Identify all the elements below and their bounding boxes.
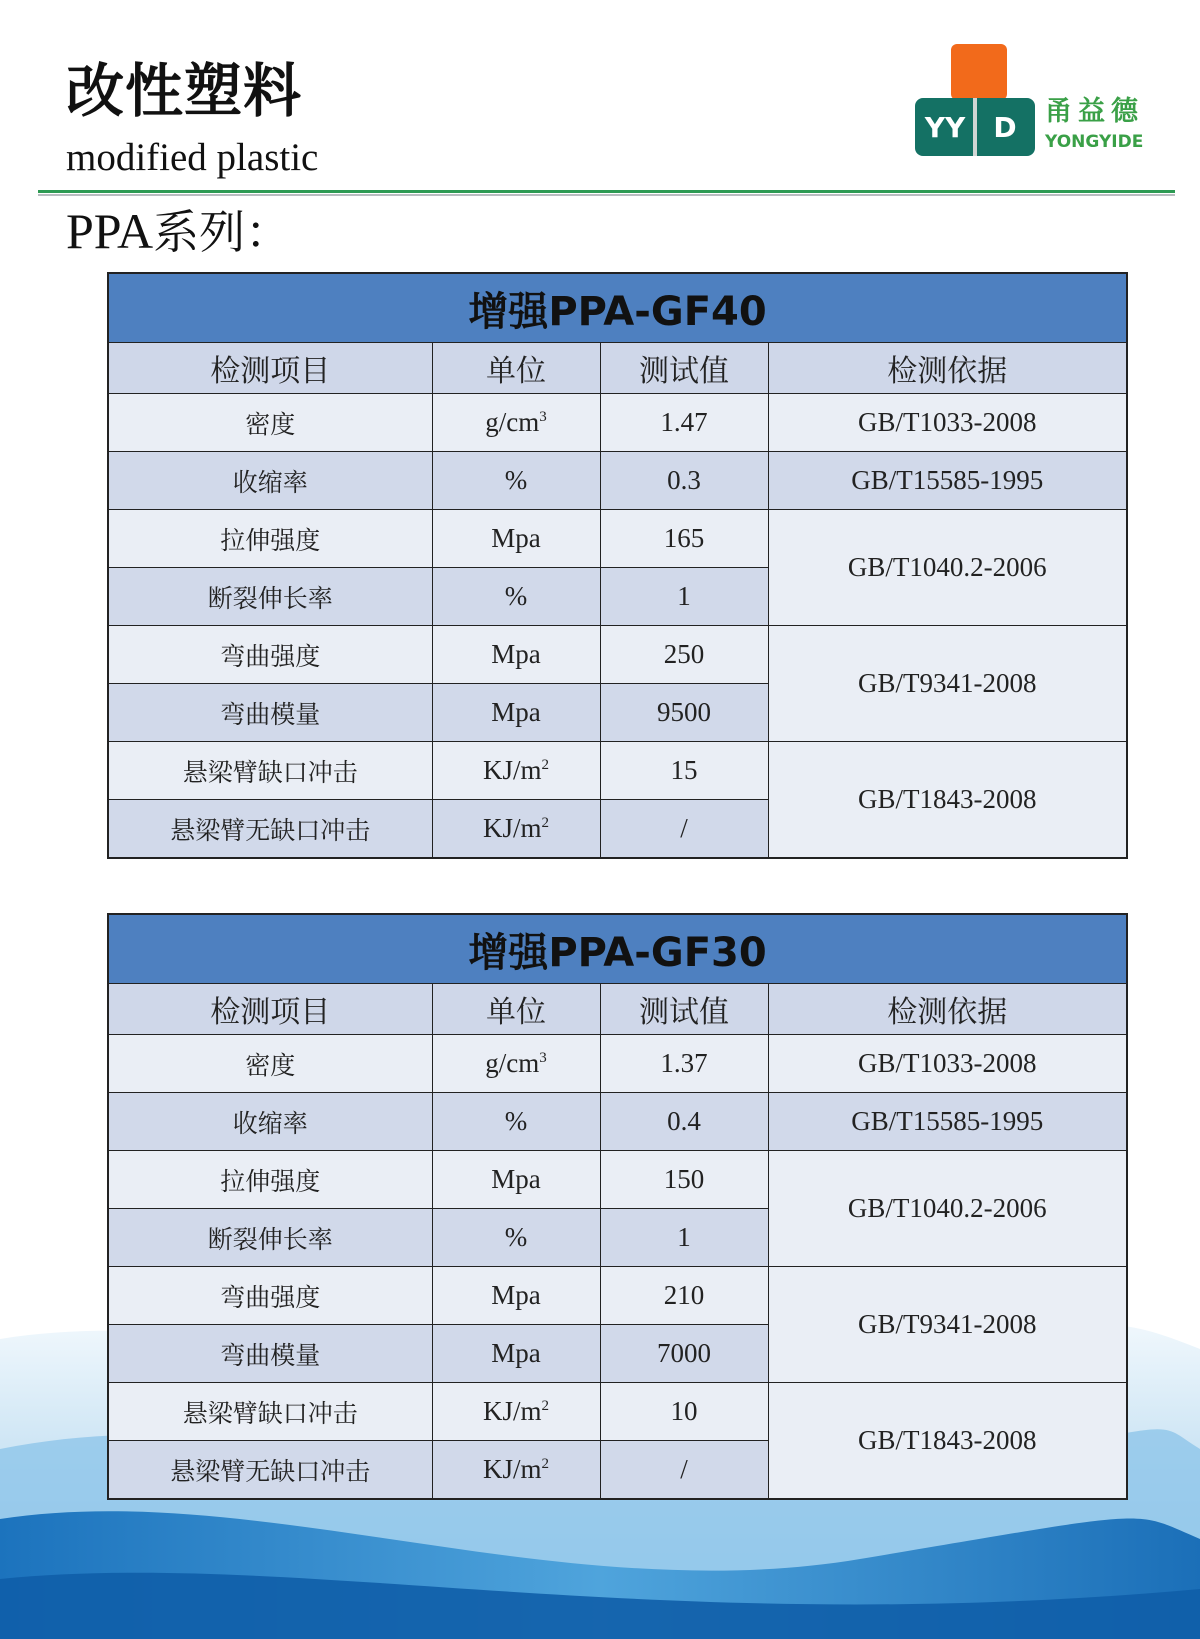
unit-base: g/cm bbox=[485, 1048, 540, 1078]
series-heading-cn: 系列： bbox=[153, 205, 292, 259]
table-row bbox=[108, 452, 1127, 510]
unit-cell bbox=[432, 742, 600, 800]
standard-cell: GB/T1040.2-2006 bbox=[768, 510, 1127, 626]
unit-base: % bbox=[504, 1222, 528, 1252]
series-heading bbox=[66, 203, 292, 259]
unit-superscript: 2 bbox=[541, 815, 549, 831]
spec-table bbox=[107, 913, 1128, 1500]
standard-cell: GB/T1843-2008 bbox=[768, 1383, 1127, 1500]
value-cell: 1.47 bbox=[600, 394, 768, 452]
standard-cell: GB/T15585-1995 bbox=[768, 1093, 1127, 1151]
unit-cell bbox=[432, 510, 600, 568]
table-title: 增强PPA-GF30 bbox=[108, 914, 1127, 984]
column-header: 测试值 bbox=[600, 984, 768, 1035]
unit-cell bbox=[432, 1035, 600, 1093]
unit-cell bbox=[432, 568, 600, 626]
unit-cell bbox=[432, 1151, 600, 1209]
column-header: 检测项目 bbox=[108, 984, 432, 1035]
item-cell: 密度 bbox=[108, 1035, 432, 1093]
table-row bbox=[108, 394, 1127, 452]
item-cell: 收缩率 bbox=[108, 452, 432, 510]
table-row bbox=[108, 510, 1127, 568]
logo-letter: D bbox=[993, 110, 1017, 144]
standard-cell: GB/T9341-2008 bbox=[768, 626, 1127, 742]
page-title: 改性塑料 bbox=[66, 57, 303, 125]
item-cell: 悬梁臂缺口冲击 bbox=[108, 1383, 432, 1441]
value-cell: 1 bbox=[600, 1209, 768, 1267]
logo-tile-left bbox=[915, 98, 975, 156]
table-row bbox=[108, 1035, 1127, 1093]
logo-letter: Y bbox=[924, 110, 945, 144]
logo-orange-square bbox=[951, 44, 1007, 100]
item-cell: 拉伸强度 bbox=[108, 510, 432, 568]
logo-name-cn: 甬益德 bbox=[1045, 96, 1144, 127]
standard-cell: GB/T9341-2008 bbox=[768, 1267, 1127, 1383]
item-cell: 弯曲强度 bbox=[108, 626, 432, 684]
unit-superscript: 3 bbox=[539, 1050, 547, 1066]
logo-name-en: YONGYIDE bbox=[1045, 132, 1144, 152]
value-cell: 9500 bbox=[600, 684, 768, 742]
unit-superscript: 2 bbox=[541, 1398, 549, 1414]
unit-base: Mpa bbox=[491, 1164, 541, 1194]
unit-superscript: 2 bbox=[541, 1456, 549, 1472]
standard-cell: GB/T1033-2008 bbox=[768, 394, 1127, 452]
unit-cell bbox=[432, 800, 600, 859]
column-header: 测试值 bbox=[600, 343, 768, 394]
unit-base: KJ/m bbox=[482, 1454, 542, 1484]
item-cell: 弯曲强度 bbox=[108, 1267, 432, 1325]
standard-cell: GB/T1033-2008 bbox=[768, 1035, 1127, 1093]
unit-base: g/cm bbox=[485, 407, 540, 437]
item-cell: 弯曲模量 bbox=[108, 1325, 432, 1383]
logo-letter: Y bbox=[945, 110, 966, 144]
value-cell: 250 bbox=[600, 626, 768, 684]
item-cell: 拉伸强度 bbox=[108, 1151, 432, 1209]
column-header: 单位 bbox=[432, 343, 600, 394]
unit-cell bbox=[432, 1325, 600, 1383]
value-cell: 0.3 bbox=[600, 452, 768, 510]
unit-base: % bbox=[504, 465, 528, 495]
table-row bbox=[108, 1151, 1127, 1209]
unit-cell bbox=[432, 626, 600, 684]
table-row bbox=[108, 1267, 1127, 1325]
unit-base: KJ/m bbox=[482, 813, 542, 843]
unit-base: Mpa bbox=[491, 697, 541, 727]
standard-cell: GB/T15585-1995 bbox=[768, 452, 1127, 510]
logo-divider bbox=[973, 98, 977, 156]
value-cell: / bbox=[600, 1441, 768, 1500]
item-cell: 弯曲模量 bbox=[108, 684, 432, 742]
item-cell: 悬梁臂无缺口冲击 bbox=[108, 1441, 432, 1500]
unit-cell bbox=[432, 1093, 600, 1151]
unit-base: Mpa bbox=[491, 639, 541, 669]
table-row bbox=[108, 742, 1127, 800]
unit-cell bbox=[432, 1383, 600, 1441]
value-cell: 1.37 bbox=[600, 1035, 768, 1093]
item-cell: 悬梁臂无缺口冲击 bbox=[108, 800, 432, 859]
unit-base: Mpa bbox=[491, 1280, 541, 1310]
table-row bbox=[108, 1093, 1127, 1151]
spec-table bbox=[107, 272, 1128, 859]
unit-base: % bbox=[504, 1106, 528, 1136]
unit-cell bbox=[432, 1209, 600, 1267]
value-cell: 1 bbox=[600, 568, 768, 626]
series-heading-latin: PPA bbox=[66, 203, 154, 259]
value-cell: 15 bbox=[600, 742, 768, 800]
unit-base: Mpa bbox=[491, 1338, 541, 1368]
value-cell: 210 bbox=[600, 1267, 768, 1325]
table-title: 增强PPA-GF40 bbox=[108, 273, 1127, 343]
item-cell: 断裂伸长率 bbox=[108, 568, 432, 626]
column-header: 单位 bbox=[432, 984, 600, 1035]
value-cell: 165 bbox=[600, 510, 768, 568]
column-header: 检测项目 bbox=[108, 343, 432, 394]
table-row bbox=[108, 626, 1127, 684]
column-header: 检测依据 bbox=[768, 343, 1127, 394]
standard-cell: GB/T1040.2-2006 bbox=[768, 1151, 1127, 1267]
standard-cell: GB/T1843-2008 bbox=[768, 742, 1127, 859]
table-row bbox=[108, 1383, 1127, 1441]
value-cell: 7000 bbox=[600, 1325, 768, 1383]
unit-superscript: 3 bbox=[539, 409, 547, 425]
unit-base: % bbox=[504, 581, 528, 611]
unit-cell bbox=[432, 684, 600, 742]
item-cell: 悬梁臂缺口冲击 bbox=[108, 742, 432, 800]
unit-cell bbox=[432, 1441, 600, 1500]
value-cell: 10 bbox=[600, 1383, 768, 1441]
header-divider-shadow bbox=[38, 194, 1175, 196]
value-cell: 0.4 bbox=[600, 1093, 768, 1151]
value-cell: 150 bbox=[600, 1151, 768, 1209]
unit-base: KJ/m bbox=[482, 1396, 542, 1426]
value-cell: / bbox=[600, 800, 768, 859]
item-cell: 断裂伸长率 bbox=[108, 1209, 432, 1267]
unit-cell bbox=[432, 452, 600, 510]
column-header: 检测依据 bbox=[768, 984, 1127, 1035]
logo-tile-right bbox=[975, 98, 1035, 156]
unit-superscript: 2 bbox=[541, 757, 549, 773]
item-cell: 密度 bbox=[108, 394, 432, 452]
unit-base: Mpa bbox=[491, 523, 541, 553]
unit-cell bbox=[432, 394, 600, 452]
unit-cell bbox=[432, 1267, 600, 1325]
company-logo bbox=[915, 40, 1155, 160]
header-divider bbox=[38, 190, 1175, 193]
page-subtitle: modified plastic bbox=[66, 136, 319, 179]
unit-base: KJ/m bbox=[482, 755, 542, 785]
item-cell: 收缩率 bbox=[108, 1093, 432, 1151]
